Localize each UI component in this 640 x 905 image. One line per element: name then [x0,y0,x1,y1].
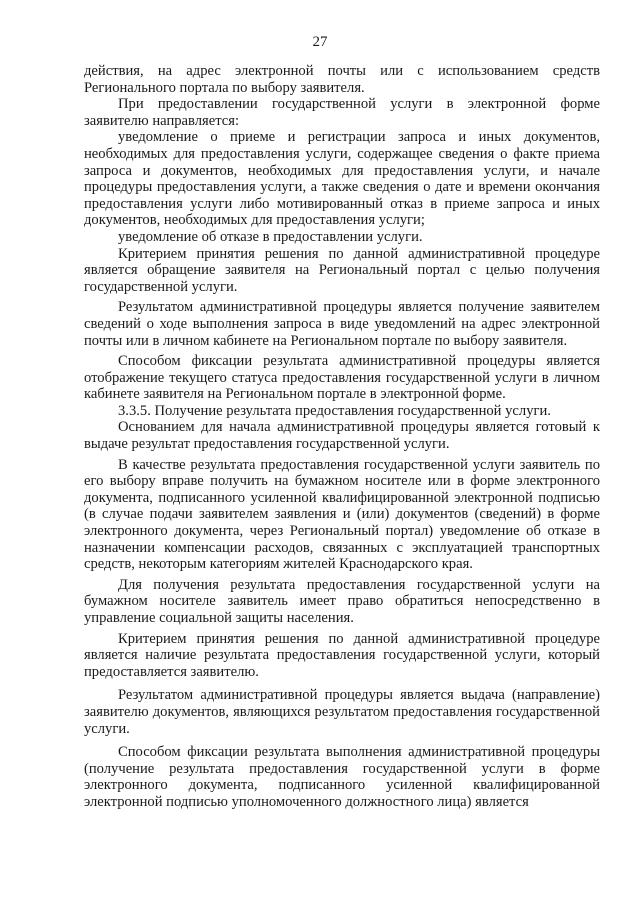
paragraph: В качестве результата предоставления государственной услуги заявитель по его выбору вправе получить на бумажном носителе или в форме электронного документа, подписанного усиленной квалифицированной электронной подписью (в случае подачи заявителем заявления и (или) документов (сведений) в форме электронного документа, через Региональный портал) уведомление об отказе в назначении компенсации расходов, связанных с эксплуатацией транспортных средств, некоторым категориям жителей Краснодарского края. [84,456,600,573]
paragraph: Способом фиксации результата выполнения административной процедуры (получение результата предоставления государственной услуги в форме электронного документа, подписанного усиленной квалифицированной электронной подписью уполномоченного должностного лица) является [84,744,600,810]
paragraph: Результатом административной процедуры является выдача (направление) заявителю документов, являющихся результатом предоставления государственной услуги. [84,687,600,737]
paragraph: уведомление об отказе в предоставлении услуги. [118,228,423,245]
paragraph: Способом фиксации результата административной процедуры является отображение текущего статуса предоставления государственной услуги в личном кабинете заявителя на Региональном портале в электронной форме. [84,353,600,403]
paragraph: Для получения результата предоставления государственной услуги на бумажном носителе заявитель имеет право обратиться непосредственно в управление социальной защиты населения. [84,576,600,626]
paragraph: Результатом административной процедуры является получение заявителем сведений о ходе выполнения запроса в виде уведомлений на адрес электронной почты или в личном кабинете на Региональном портале по выбору заявителя. [84,299,600,349]
page-number: 27 [312,34,328,50]
paragraph: Основанием для начала административной процедуры является готовый к выдаче результат предоставления государственной услуги. [84,419,600,453]
paragraph: Критерием принятия решения по данной административной процедуре является наличие результата предоставления государственной услуги, который предоставляется заявителю. [84,630,600,680]
section-heading: 3.3.5. Получение результата предоставления государственной услуги. [118,402,551,419]
paragraph: действия, на адрес электронной почты или с использованием средств Регионального портала по выбору заявителя. [84,63,600,96]
paragraph: уведомление о приеме и регистрации запроса и иных документов, необходимых для предоставления услуги, содержащее сведения о факте приема запроса и документов, необходимых для предоставления услуги, и начале процедуры предоставления услуги, а также сведения о дате и времени окончания предоставления услуги либо мотивированный отказ в приеме запроса и иных документов, необходимых для предоставления услуги; [84,129,600,229]
document-body [84,63,600,811]
paragraph: При предоставлении государственной услуги в электронной форме заявителю направляется: [84,96,600,129]
paragraph: Критерием принятия решения по данной административной процедуре является обращение заявителя на Региональный портал с целью получения государственной услуги. [84,245,600,295]
